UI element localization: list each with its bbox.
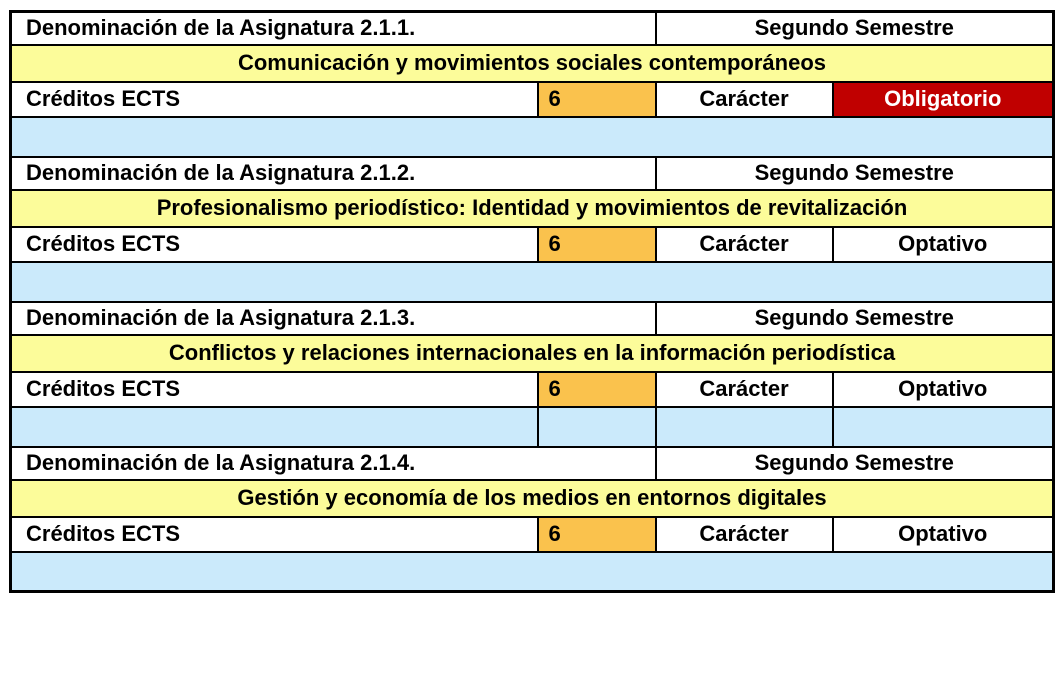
course-block-2-header-row [11,157,1054,190]
course-block-2-title-row [11,190,1054,227]
course-title: Profesionalismo periodístico: Identidad y movimientos de revitalización [11,190,1054,227]
spacer-cell [11,407,538,447]
course-block-1-credits-row [11,82,1054,117]
denomination-label: Denominación de la Asignatura 2.1.4. [11,447,656,480]
spacer-cell [11,262,1054,302]
credits-label: Créditos ECTS [11,227,538,262]
course-block-2-credits-row [11,227,1054,262]
course-block-3-title-row [11,335,1054,372]
course-title: Conflictos y relaciones internacionales en la información periodística [11,335,1054,372]
denomination-label: Denominación de la Asignatura 2.1.3. [11,302,656,335]
character-label: Carácter [656,227,833,262]
credits-value: 6 [538,82,656,117]
credits-label: Créditos ECTS [11,82,538,117]
spacer-cell [538,407,656,447]
character-value: Obligatorio [833,82,1054,117]
character-value: Optativo [833,227,1054,262]
course-block-2-spacer-row [11,262,1054,302]
spacer-cell [833,407,1054,447]
credits-label: Créditos ECTS [11,517,538,552]
semester-label: Segundo Semestre [656,302,1054,335]
semester-label: Segundo Semestre [656,157,1054,190]
course-block-3-credits-row [11,372,1054,407]
course-title: Comunicación y movimientos sociales contemporáneos [11,45,1054,82]
course-block-4-title-row [11,480,1054,517]
character-label: Carácter [656,372,833,407]
credits-value: 6 [538,227,656,262]
denomination-label: Denominación de la Asignatura 2.1.2. [11,157,656,190]
spacer-cell [656,407,833,447]
course-table [9,10,1055,593]
character-label: Carácter [656,82,833,117]
denomination-label: Denominación de la Asignatura 2.1.1. [11,12,656,45]
semester-label: Segundo Semestre [656,447,1054,480]
course-block-1-spacer-row [11,117,1054,157]
character-value: Optativo [833,517,1054,552]
spacer-cell [11,117,1054,157]
character-label: Carácter [656,517,833,552]
course-block-3-header-row [11,302,1054,335]
course-title: Gestión y economía de los medios en entornos digitales [11,480,1054,517]
course-block-4-spacer-row [11,552,1054,592]
character-value: Optativo [833,372,1054,407]
credits-value: 6 [538,372,656,407]
course-block-1-title-row [11,45,1054,82]
course-block-4-credits-row [11,517,1054,552]
credits-value: 6 [538,517,656,552]
spacer-cell [11,552,1054,592]
credits-label: Créditos ECTS [11,372,538,407]
course-block-1-header-row [11,12,1054,45]
semester-label: Segundo Semestre [656,12,1054,45]
course-block-4-header-row [11,447,1054,480]
course-block-3-spacer-row [11,407,1054,447]
